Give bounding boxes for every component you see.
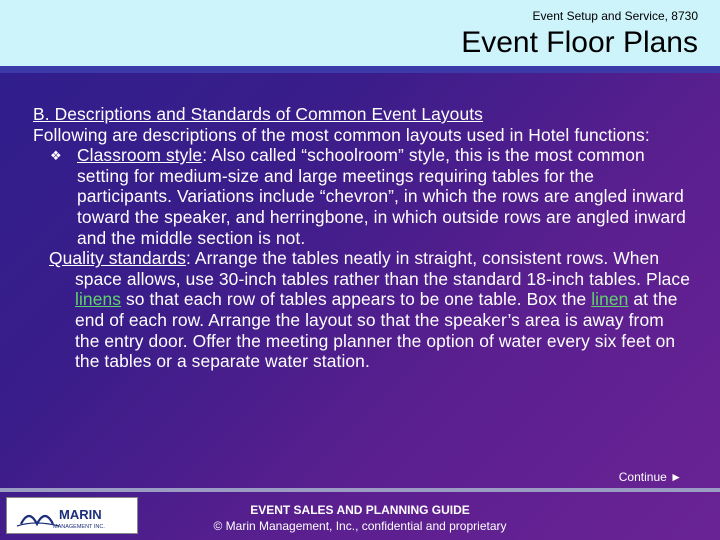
logo-subtitle: MANAGEMENT INC.: [53, 524, 105, 530]
header-divider: [0, 66, 720, 73]
diamond-bullet-icon: ❖: [50, 148, 62, 164]
quality-text-2: so that each row of tables appears to be one table. Box the: [121, 289, 592, 310]
bullet-term: Classroom style: [77, 145, 203, 166]
quality-text-3: at the end of each row. Arrange the layout so that the speaker’s area is away from the entry door. Offer the meeting planner the option of water every six feet on the tables or a separate water station.: [75, 289, 678, 372]
footer-copyright: © Marin Management, Inc., confidential and proprietary: [213, 519, 507, 533]
slide-body: [33, 104, 693, 372]
linen-link[interactable]: linen: [591, 289, 629, 310]
linens-link[interactable]: linens: [75, 289, 122, 310]
slide-title: Event Floor Plans: [461, 26, 698, 59]
quality-text-1: : Arrange the tables neatly in straight, consistent rows. When space allows, use 30-inch tables rather than the standard 18-inch tables. Place: [75, 248, 691, 289]
continue-link[interactable]: Continue ►: [618, 470, 682, 484]
footer-guide-title: EVENT SALES AND PLANNING GUIDE: [250, 503, 470, 517]
quality-label: Quality standards: [49, 248, 187, 269]
bullet-text: : Also called “schoolroom” style, this is the most common setting for medium-size and large meetings requiring tables for the participants. Variations include “chevron”, in which the rows are angled inward toward the speaker, and herringbone, in which outside rows are angled inward and the middle section is not.: [77, 145, 686, 248]
logo-wordmark: MARIN: [59, 507, 102, 522]
quality-standards-paragraph: [33, 248, 693, 372]
intro-text: Following are descriptions of the most common layouts used in Hotel functions:: [33, 124, 650, 145]
section-heading: B. Descriptions and Standards of Common Event Layouts: [33, 104, 483, 124]
bullet-classroom-style: [33, 145, 693, 248]
header-band: [0, 0, 720, 66]
footer-divider: [0, 488, 720, 492]
course-label: Event Setup and Service, 8730: [532, 9, 698, 23]
